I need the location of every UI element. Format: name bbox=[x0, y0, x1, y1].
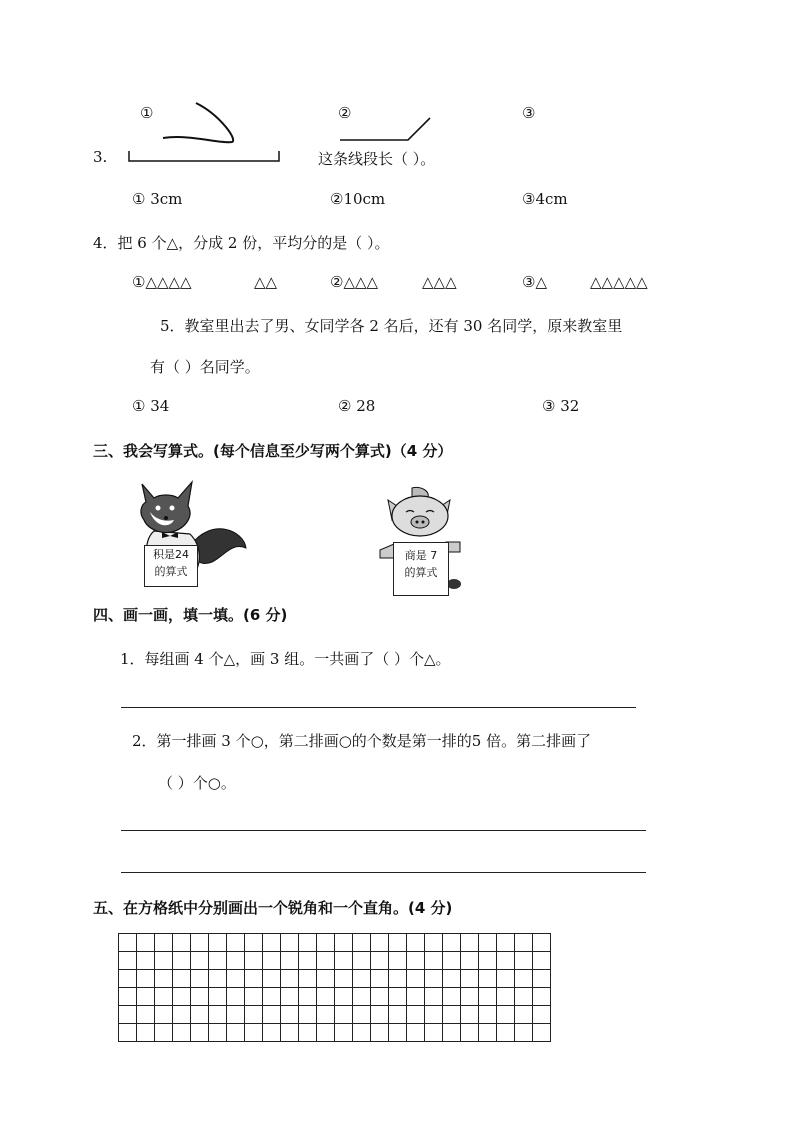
grid-cell[interactable] bbox=[137, 970, 155, 988]
grid-cell[interactable] bbox=[425, 952, 443, 970]
question-4-option-3-b: △△△△△ bbox=[590, 273, 648, 291]
grid-cell[interactable] bbox=[533, 1006, 551, 1024]
question-3-prompt: 这条线段长（ ）。 bbox=[318, 150, 436, 168]
grid-cell[interactable] bbox=[137, 988, 155, 1006]
grid-cell[interactable] bbox=[155, 952, 173, 970]
grid-cell[interactable] bbox=[371, 1024, 389, 1042]
grid-cell[interactable] bbox=[335, 1006, 353, 1024]
grid-cell[interactable] bbox=[335, 934, 353, 952]
answer-line-1 bbox=[121, 707, 636, 708]
option-1-label: ① bbox=[140, 104, 154, 122]
grid-cell[interactable] bbox=[173, 970, 191, 988]
grid-cell[interactable] bbox=[497, 934, 515, 952]
option-3-label: ③ bbox=[522, 104, 536, 122]
grid-cell[interactable] bbox=[515, 934, 533, 952]
fox-sign bbox=[144, 545, 198, 587]
grid-cell[interactable] bbox=[209, 970, 227, 988]
curve-figure bbox=[160, 100, 240, 150]
grid-cell[interactable] bbox=[173, 1024, 191, 1042]
grid-cell[interactable] bbox=[317, 988, 335, 1006]
grid-cell[interactable] bbox=[263, 934, 281, 952]
grid-cell[interactable] bbox=[389, 1024, 407, 1042]
grid-cell[interactable] bbox=[227, 988, 245, 1006]
grid-cell[interactable] bbox=[245, 934, 263, 952]
grid-cell[interactable] bbox=[389, 1006, 407, 1024]
grid-cell[interactable] bbox=[317, 1006, 335, 1024]
grid-cell[interactable] bbox=[515, 1006, 533, 1024]
fox-sign-line-1: 积是24 bbox=[153, 548, 189, 561]
grid-cell[interactable] bbox=[479, 970, 497, 988]
grid-cell[interactable] bbox=[497, 970, 515, 988]
grid-cell[interactable] bbox=[335, 970, 353, 988]
section-4-item-1: 1．每组画 4 个△，画 3 组。一共画了（ ）个△。 bbox=[120, 650, 451, 668]
grid-cell[interactable] bbox=[497, 952, 515, 970]
question-5-option-3: ③ 32 bbox=[542, 397, 580, 415]
question-5-line-1: 5．教室里出去了男、女同学各 2 名后，还有 30 名同学，原来教室里 bbox=[160, 317, 623, 335]
grid-cell[interactable] bbox=[533, 952, 551, 970]
grid-cell[interactable] bbox=[137, 1006, 155, 1024]
grid-cell[interactable] bbox=[515, 970, 533, 988]
fox-sign-line-2: 的算式 bbox=[154, 565, 188, 578]
grid-cell[interactable] bbox=[533, 1024, 551, 1042]
grid-cell[interactable] bbox=[119, 988, 137, 1006]
grid-cell[interactable] bbox=[371, 952, 389, 970]
grid-cell[interactable] bbox=[407, 970, 425, 988]
square-grid-paper[interactable] bbox=[118, 933, 551, 1042]
grid-cell[interactable] bbox=[137, 1024, 155, 1042]
grid-cell[interactable] bbox=[461, 1006, 479, 1024]
question-5-option-1: ① 34 bbox=[132, 397, 170, 415]
grid-cell[interactable] bbox=[335, 988, 353, 1006]
grid-cell[interactable] bbox=[299, 934, 317, 952]
grid-cell[interactable] bbox=[479, 988, 497, 1006]
question-5-option-2: ② 28 bbox=[338, 397, 376, 415]
grid-cell[interactable] bbox=[407, 1024, 425, 1042]
grid-cell[interactable] bbox=[173, 988, 191, 1006]
grid-cell[interactable] bbox=[245, 970, 263, 988]
grid-cell[interactable] bbox=[281, 1006, 299, 1024]
grid-cell[interactable] bbox=[353, 1024, 371, 1042]
grid-cell[interactable] bbox=[533, 934, 551, 952]
grid-cell[interactable] bbox=[497, 1024, 515, 1042]
option-2-label: ② bbox=[338, 104, 352, 122]
grid-cell[interactable] bbox=[461, 970, 479, 988]
grid-cell[interactable] bbox=[173, 1006, 191, 1024]
grid-cell[interactable] bbox=[389, 988, 407, 1006]
grid-cell[interactable] bbox=[119, 952, 137, 970]
question-4-option-2: ②△△△ bbox=[330, 273, 379, 291]
grid-cell[interactable] bbox=[299, 988, 317, 1006]
grid-cell[interactable] bbox=[227, 952, 245, 970]
grid-cell[interactable] bbox=[317, 1024, 335, 1042]
grid-cell[interactable] bbox=[425, 1006, 443, 1024]
grid-cell[interactable] bbox=[155, 1006, 173, 1024]
grid-cell[interactable] bbox=[263, 1006, 281, 1024]
grid-cell[interactable] bbox=[209, 1006, 227, 1024]
grid-cell[interactable] bbox=[281, 988, 299, 1006]
grid-cell[interactable] bbox=[281, 952, 299, 970]
grid-cell[interactable] bbox=[317, 952, 335, 970]
grid-cell[interactable] bbox=[335, 952, 353, 970]
grid-cell[interactable] bbox=[263, 952, 281, 970]
grid-cell[interactable] bbox=[515, 988, 533, 1006]
grid-cell[interactable] bbox=[263, 970, 281, 988]
grid-cell[interactable] bbox=[119, 1006, 137, 1024]
grid-cell[interactable] bbox=[407, 934, 425, 952]
pig-sign bbox=[393, 542, 449, 596]
grid-cell[interactable] bbox=[173, 934, 191, 952]
grid-cell[interactable] bbox=[353, 934, 371, 952]
grid-cell[interactable] bbox=[227, 1024, 245, 1042]
grid-cell[interactable] bbox=[353, 952, 371, 970]
grid-cell[interactable] bbox=[335, 1024, 353, 1042]
grid-cell[interactable] bbox=[497, 1006, 515, 1024]
grid-cell[interactable] bbox=[209, 934, 227, 952]
grid-cell[interactable] bbox=[479, 1024, 497, 1042]
grid-cell[interactable] bbox=[281, 1024, 299, 1042]
pig-sign-line-2: 的算式 bbox=[404, 566, 438, 579]
grid-cell[interactable] bbox=[119, 934, 137, 952]
grid-cell[interactable] bbox=[191, 1006, 209, 1024]
grid-cell[interactable] bbox=[407, 952, 425, 970]
grid-cell[interactable] bbox=[263, 988, 281, 1006]
grid-cell[interactable] bbox=[443, 1024, 461, 1042]
grid-cell[interactable] bbox=[407, 988, 425, 1006]
grid-cell[interactable] bbox=[209, 988, 227, 1006]
grid-cell[interactable] bbox=[227, 970, 245, 988]
grid-cell[interactable] bbox=[137, 952, 155, 970]
grid-cell[interactable] bbox=[479, 934, 497, 952]
grid-cell[interactable] bbox=[371, 1006, 389, 1024]
grid-cell[interactable] bbox=[389, 952, 407, 970]
grid-cell[interactable] bbox=[443, 1006, 461, 1024]
grid-cell[interactable] bbox=[389, 970, 407, 988]
grid-cell[interactable] bbox=[245, 988, 263, 1006]
grid-cell[interactable] bbox=[299, 952, 317, 970]
grid-cell[interactable] bbox=[533, 970, 551, 988]
grid-cell[interactable] bbox=[299, 970, 317, 988]
question-3-number: 3. bbox=[93, 148, 108, 166]
question-3-option-1: ① 3cm bbox=[132, 190, 183, 208]
grid-cell[interactable] bbox=[443, 970, 461, 988]
grid-cell[interactable] bbox=[155, 970, 173, 988]
section-4-item-2-line-1: 2．第一排画 3 个○，第二排画○的个数是第一排的5 倍。第二排画了 bbox=[132, 732, 592, 750]
grid-cell[interactable] bbox=[209, 952, 227, 970]
answer-line-3 bbox=[121, 872, 646, 873]
section-4-item-2-line-2: （ ）个○。 bbox=[158, 774, 236, 792]
grid-cell[interactable] bbox=[245, 1006, 263, 1024]
grid-cell[interactable] bbox=[515, 1024, 533, 1042]
grid-cell[interactable] bbox=[155, 1024, 173, 1042]
question-4-option-3: ③△ bbox=[522, 273, 547, 291]
grid-cell[interactable] bbox=[191, 934, 209, 952]
question-4-option-1: ①△△△△ bbox=[132, 273, 192, 291]
grid-cell[interactable] bbox=[479, 1006, 497, 1024]
grid-cell[interactable] bbox=[461, 934, 479, 952]
grid-cell[interactable] bbox=[281, 970, 299, 988]
grid-cell[interactable] bbox=[353, 970, 371, 988]
grid-cell[interactable] bbox=[155, 988, 173, 1006]
line-segment-figure bbox=[128, 148, 283, 164]
grid-cell[interactable] bbox=[191, 1024, 209, 1042]
grid-cell[interactable] bbox=[173, 952, 191, 970]
grid-cell[interactable] bbox=[461, 988, 479, 1006]
grid-cell[interactable] bbox=[137, 934, 155, 952]
grid-cell[interactable] bbox=[299, 1006, 317, 1024]
grid-cell[interactable] bbox=[479, 952, 497, 970]
grid-cell[interactable] bbox=[317, 934, 335, 952]
pig-sign-line-1: 商是 7 bbox=[404, 549, 438, 562]
section-3-title: 三、我会写算式。(每个信息至少写两个算式)（4 分） bbox=[93, 442, 453, 460]
grid-cell[interactable] bbox=[443, 988, 461, 1006]
section-4-title: 四、画一画，填一填。(6 分) bbox=[93, 606, 288, 624]
grid-cell[interactable] bbox=[281, 934, 299, 952]
grid-cell[interactable] bbox=[443, 952, 461, 970]
grid-cell[interactable] bbox=[245, 952, 263, 970]
grid-cell[interactable] bbox=[425, 988, 443, 1006]
grid-cell[interactable] bbox=[461, 952, 479, 970]
grid-cell[interactable] bbox=[443, 934, 461, 952]
grid-cell[interactable] bbox=[533, 988, 551, 1006]
grid-cell[interactable] bbox=[227, 1006, 245, 1024]
grid-cell[interactable] bbox=[191, 952, 209, 970]
answer-line-2 bbox=[121, 830, 646, 831]
grid-cell[interactable] bbox=[461, 1024, 479, 1042]
grid-cell[interactable] bbox=[119, 1024, 137, 1042]
grid-cell[interactable] bbox=[425, 970, 443, 988]
grid-cell[interactable] bbox=[425, 934, 443, 952]
question-4-text: 4．把 6 个△，分成 2 份，平均分的是（ ）。 bbox=[93, 234, 390, 252]
grid-cell[interactable] bbox=[425, 1024, 443, 1042]
question-3-option-2: ②10cm bbox=[330, 190, 386, 208]
grid-cell[interactable] bbox=[227, 934, 245, 952]
grid-cell[interactable] bbox=[407, 1006, 425, 1024]
grid-cell[interactable] bbox=[371, 988, 389, 1006]
grid-cell[interactable] bbox=[191, 970, 209, 988]
grid-cell[interactable] bbox=[353, 1006, 371, 1024]
grid-cell[interactable] bbox=[497, 988, 515, 1006]
grid-cell[interactable] bbox=[299, 1024, 317, 1042]
grid-cell[interactable] bbox=[191, 988, 209, 1006]
grid-cell[interactable] bbox=[209, 1024, 227, 1042]
grid-cell[interactable] bbox=[389, 934, 407, 952]
grid-cell[interactable] bbox=[245, 1024, 263, 1042]
grid-cell[interactable] bbox=[371, 934, 389, 952]
grid-cell[interactable] bbox=[371, 970, 389, 988]
section-5-title: 五、在方格纸中分别画出一个锐角和一个直角。(4 分) bbox=[93, 899, 453, 917]
question-5-line-2: 有（ ）名同学。 bbox=[150, 358, 260, 376]
grid-cell[interactable] bbox=[515, 952, 533, 970]
question-3-option-3: ③4cm bbox=[522, 190, 568, 208]
grid-cell[interactable] bbox=[353, 988, 371, 1006]
grid-cell[interactable] bbox=[155, 934, 173, 952]
question-4-option-2-b: △△△ bbox=[422, 273, 457, 291]
grid-cell[interactable] bbox=[119, 970, 137, 988]
grid-cell[interactable] bbox=[317, 970, 335, 988]
grid-cell[interactable] bbox=[263, 1024, 281, 1042]
question-4-option-1-b: △△ bbox=[254, 273, 278, 291]
bent-line-figure bbox=[338, 115, 433, 145]
